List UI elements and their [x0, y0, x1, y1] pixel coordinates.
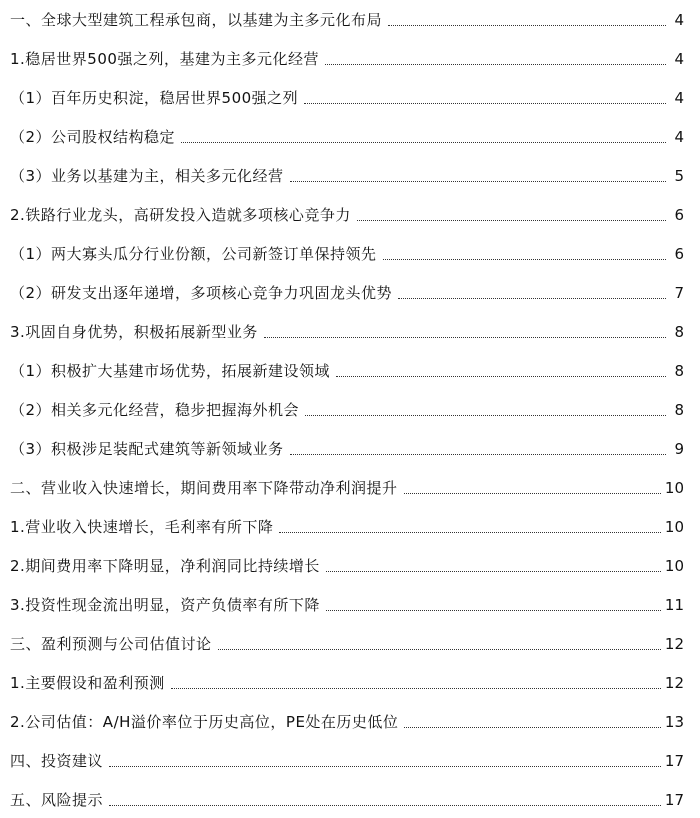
- toc-entry-title: （3）业务以基建为主，相关多元化经营: [10, 167, 284, 185]
- toc-dot-leader: [398, 298, 666, 299]
- toc-entry-title: （2）相关多元化经营，稳步把握海外机会: [10, 401, 300, 419]
- toc-entry-page: 5: [674, 167, 684, 185]
- toc-entry-title: 2.铁路行业龙头，高研发投入造就多项核心竞争力: [10, 206, 351, 224]
- toc-entry[interactable]: [10, 747, 684, 771]
- toc-entry[interactable]: [10, 552, 684, 576]
- toc-entry-page: 17: [664, 752, 684, 770]
- toc-entry[interactable]: [10, 435, 684, 459]
- toc-entry-page: 8: [674, 323, 684, 341]
- toc-entry[interactable]: [10, 669, 684, 693]
- toc-entry-title: 一、全球大型建筑工程承包商，以基建为主多元化布局: [10, 11, 383, 29]
- toc-entry-title: 四、投资建议: [10, 752, 104, 770]
- toc-entry[interactable]: [10, 6, 684, 30]
- toc-entry-title: （3）积极涉足装配式建筑等新领域业务: [10, 440, 284, 458]
- toc-entry-page: 17: [664, 791, 684, 809]
- toc-dot-leader: [305, 415, 666, 416]
- toc-dot-leader: [326, 610, 661, 611]
- toc-entry-title: 二、营业收入快速增长，期间费用率下降带动净利润提升: [10, 479, 398, 497]
- toc-dot-leader: [383, 259, 666, 260]
- toc-entry-page: 13: [664, 713, 684, 731]
- toc-entry[interactable]: [10, 786, 684, 810]
- toc-entry[interactable]: [10, 357, 684, 381]
- toc-dot-leader: [326, 571, 661, 572]
- toc-dot-leader: [264, 337, 666, 338]
- toc-entry[interactable]: [10, 162, 684, 186]
- toc-entry-page: 4: [674, 50, 684, 68]
- toc-entry-page: 4: [674, 11, 684, 29]
- toc-dot-leader: [218, 649, 661, 650]
- toc-dot-leader: [279, 532, 661, 533]
- toc-dot-leader: [357, 220, 666, 221]
- toc-entry-page: 12: [664, 635, 684, 653]
- toc-entry-title: 1.稳居世界500强之列，基建为主多元化经营: [10, 50, 319, 68]
- toc-entry-title: （1）积极扩大基建市场优势，拓展新建设领域: [10, 362, 331, 380]
- toc-entry[interactable]: [10, 591, 684, 615]
- toc-entry[interactable]: [10, 279, 684, 303]
- toc-entry-title: 1.主要假设和盈利预测: [10, 674, 165, 692]
- toc-dot-leader: [290, 454, 666, 455]
- toc-entry-page: 4: [674, 89, 684, 107]
- toc-entry-page: 7: [674, 284, 684, 302]
- toc-dot-leader: [290, 181, 666, 182]
- toc-dot-leader: [325, 64, 666, 65]
- toc-entry-page: 8: [674, 401, 684, 419]
- toc-dot-leader: [109, 805, 661, 806]
- toc-entry-page: 4: [674, 128, 684, 146]
- toc-entry-page: 10: [664, 479, 684, 497]
- toc-entry-page: 6: [674, 245, 684, 263]
- toc-entry-title: 3.投资性现金流出明显，资产负债率有所下降: [10, 596, 320, 614]
- toc-entry[interactable]: [10, 474, 684, 498]
- toc-entry[interactable]: [10, 708, 684, 732]
- toc-entry-page: 9: [674, 440, 684, 458]
- toc-entry[interactable]: [10, 630, 684, 654]
- toc-entry-title: 五、风险提示: [10, 791, 104, 809]
- toc-entry-page: 8: [674, 362, 684, 380]
- toc-entry-title: （1）两大寡头瓜分行业份额，公司新签订单保持领先: [10, 245, 377, 263]
- toc-dot-leader: [404, 493, 661, 494]
- toc-entry-title: 1.营业收入快速增长，毛利率有所下降: [10, 518, 274, 536]
- toc-dot-leader: [171, 688, 661, 689]
- toc-entry-title: （2）研发支出逐年递增，多项核心竞争力巩固龙头优势: [10, 284, 393, 302]
- toc-entry[interactable]: [10, 45, 684, 69]
- toc-entry[interactable]: [10, 396, 684, 420]
- toc-dot-leader: [304, 103, 666, 104]
- toc-entry-title: 2.期间费用率下降明显，净利润同比持续增长: [10, 557, 320, 575]
- toc-dot-leader: [388, 25, 666, 26]
- toc-entry-title: 3.巩固自身优势，积极拓展新型业务: [10, 323, 258, 341]
- toc-dot-leader: [181, 142, 666, 143]
- toc-dot-leader: [336, 376, 666, 377]
- toc-entry-title: 2.公司估值：A/H溢价率位于历史高位，PE处在历史低位: [10, 713, 399, 731]
- toc-dot-leader: [109, 766, 661, 767]
- toc-entry-title: （1）百年历史积淀，稳居世界500强之列: [10, 89, 299, 107]
- toc-entry[interactable]: [10, 123, 684, 147]
- toc-dot-leader: [404, 727, 660, 728]
- toc-entry[interactable]: [10, 318, 684, 342]
- toc-entry-title: 三、盈利预测与公司估值讨论: [10, 635, 212, 653]
- toc-entry[interactable]: [10, 513, 684, 537]
- toc-entry[interactable]: [10, 201, 684, 225]
- toc-entry-page: 11: [664, 596, 684, 614]
- toc-entry-page: 6: [674, 206, 684, 224]
- toc-entry-page: 10: [664, 518, 684, 536]
- toc-entry-page: 10: [664, 557, 684, 575]
- toc-entry[interactable]: [10, 84, 684, 108]
- toc-entry-title: （2）公司股权结构稳定: [10, 128, 176, 146]
- toc-entry-page: 12: [664, 674, 684, 692]
- toc-entry[interactable]: [10, 240, 684, 264]
